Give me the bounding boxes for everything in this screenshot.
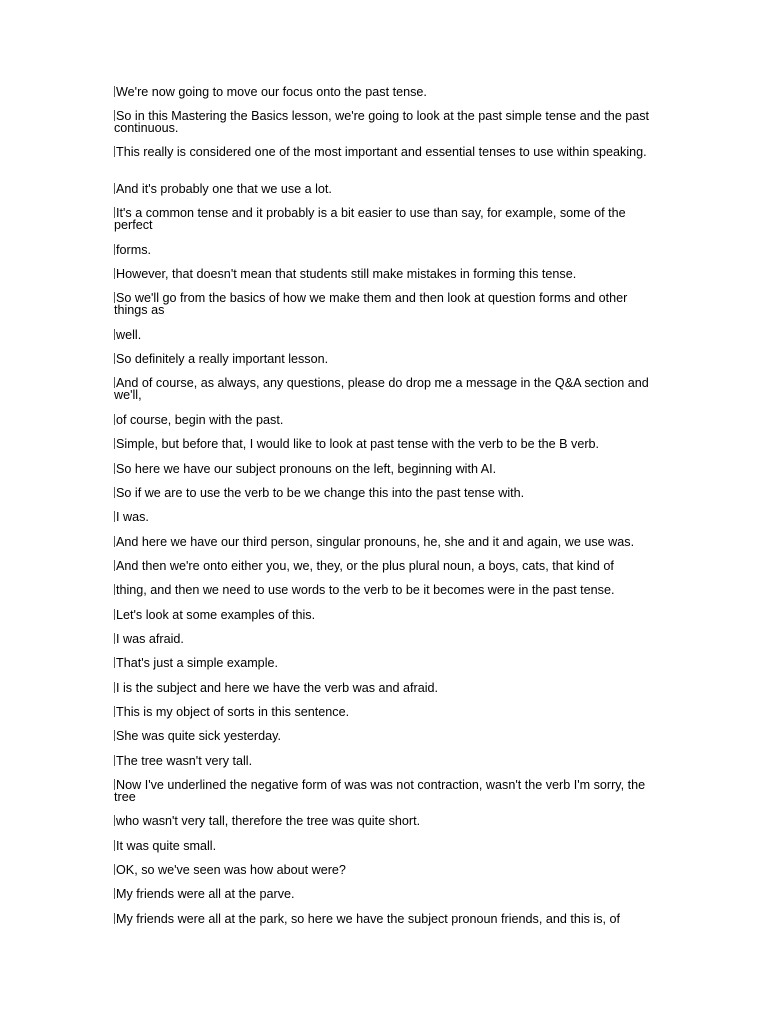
line-marker — [114, 353, 115, 364]
transcript-line: of course, begin with the past. — [116, 413, 284, 427]
line-marker — [114, 584, 115, 595]
transcript-line: And then we're onto either you, we, they, or the plus plural noun, a boys, cats, that kind of — [116, 559, 614, 573]
line-marker — [114, 779, 115, 790]
line-marker — [114, 329, 115, 340]
line-marker — [114, 110, 115, 121]
transcript-line: So if we are to use the verb to be we change this into the past tense with. — [116, 486, 525, 500]
line-marker — [114, 633, 115, 644]
transcript-line: who wasn't very tall, therefore the tree was quite short. — [116, 814, 421, 828]
transcript-line: So we'll go from the basics of how we make them and then look at question forms and other things as — [114, 291, 628, 317]
line-marker — [114, 913, 115, 924]
transcript-line: And it's probably one that we use a lot. — [116, 182, 332, 196]
transcript-line: well. — [116, 328, 142, 342]
transcript-line: We're now going to move our focus onto the past tense. — [116, 85, 427, 99]
line-marker — [114, 487, 115, 498]
transcript-line: I was. — [116, 510, 149, 524]
transcript-line: This really is considered one of the most important and essential tenses to use within speaking. — [116, 145, 647, 159]
line-marker — [114, 840, 115, 851]
transcript-line: This is my object of sorts in this sentence. — [116, 705, 350, 719]
line-marker — [114, 438, 115, 449]
transcript-line: It was quite small. — [116, 839, 217, 853]
line-marker — [114, 377, 115, 388]
line-marker — [114, 730, 115, 741]
transcript-line: So definitely a really important lesson. — [116, 352, 329, 366]
line-marker — [114, 815, 115, 826]
transcript-line: And of course, as always, any questions, please do drop me a message in the Q&A section and we'll, — [114, 376, 649, 402]
line-marker — [114, 207, 115, 218]
transcript-line: Let's look at some examples of this. — [116, 608, 316, 622]
transcript-line: I is the subject and here we have the verb was and afraid. — [116, 681, 439, 695]
transcript-line: The tree wasn't very tall. — [116, 754, 253, 768]
transcript-line: My friends were all at the park, so here we have the subject pronoun friends, and this is, of — [116, 912, 621, 926]
line-marker — [114, 86, 115, 97]
transcript-line: Now I've underlined the negative form of was was not contraction, wasn't the verb I'm sorry, the tree — [114, 778, 646, 804]
transcript-line: However, that doesn't mean that students still make mistakes in forming this tense. — [116, 267, 577, 281]
transcript-line: So here we have our subject pronouns on the left, beginning with AI. — [116, 462, 497, 476]
line-marker — [114, 414, 115, 425]
transcript-line: My friends were all at the parve. — [116, 887, 295, 901]
line-marker — [114, 706, 115, 717]
line-marker — [114, 463, 115, 474]
transcript-line: That's just a simple example. — [116, 656, 278, 670]
transcript-line: So in this Mastering the Basics lesson, we're going to look at the past simple tense and the past continuous. — [114, 109, 650, 135]
line-marker — [114, 146, 115, 157]
transcript-line: thing, and then we need to use words to the verb to be it becomes were in the past tense. — [116, 583, 615, 597]
transcript-line: OK, so we've seen was how about were? — [116, 863, 346, 877]
transcript-line: I was afraid. — [116, 632, 184, 646]
transcript-line: She was quite sick yesterday. — [116, 729, 281, 743]
line-marker — [114, 609, 115, 620]
line-marker — [114, 244, 115, 255]
transcript-line: And here we have our third person, singular pronouns, he, she and it and again, we use was. — [116, 535, 635, 549]
line-marker — [114, 657, 115, 668]
line-marker — [114, 292, 115, 303]
line-marker — [114, 755, 115, 766]
line-marker — [114, 183, 115, 194]
line-marker — [114, 888, 115, 899]
transcript-line: forms. — [116, 243, 151, 257]
line-marker — [114, 511, 115, 522]
line-marker — [114, 268, 115, 279]
line-marker — [114, 864, 115, 875]
line-marker — [114, 560, 115, 571]
line-marker — [114, 536, 115, 547]
transcript-line: Simple, but before that, I would like to look at past tense with the verb to be the B verb. — [116, 437, 600, 451]
transcript-line: It's a common tense and it probably is a bit easier to use than say, for example, some of the perfect — [114, 206, 626, 232]
line-marker — [114, 682, 115, 693]
